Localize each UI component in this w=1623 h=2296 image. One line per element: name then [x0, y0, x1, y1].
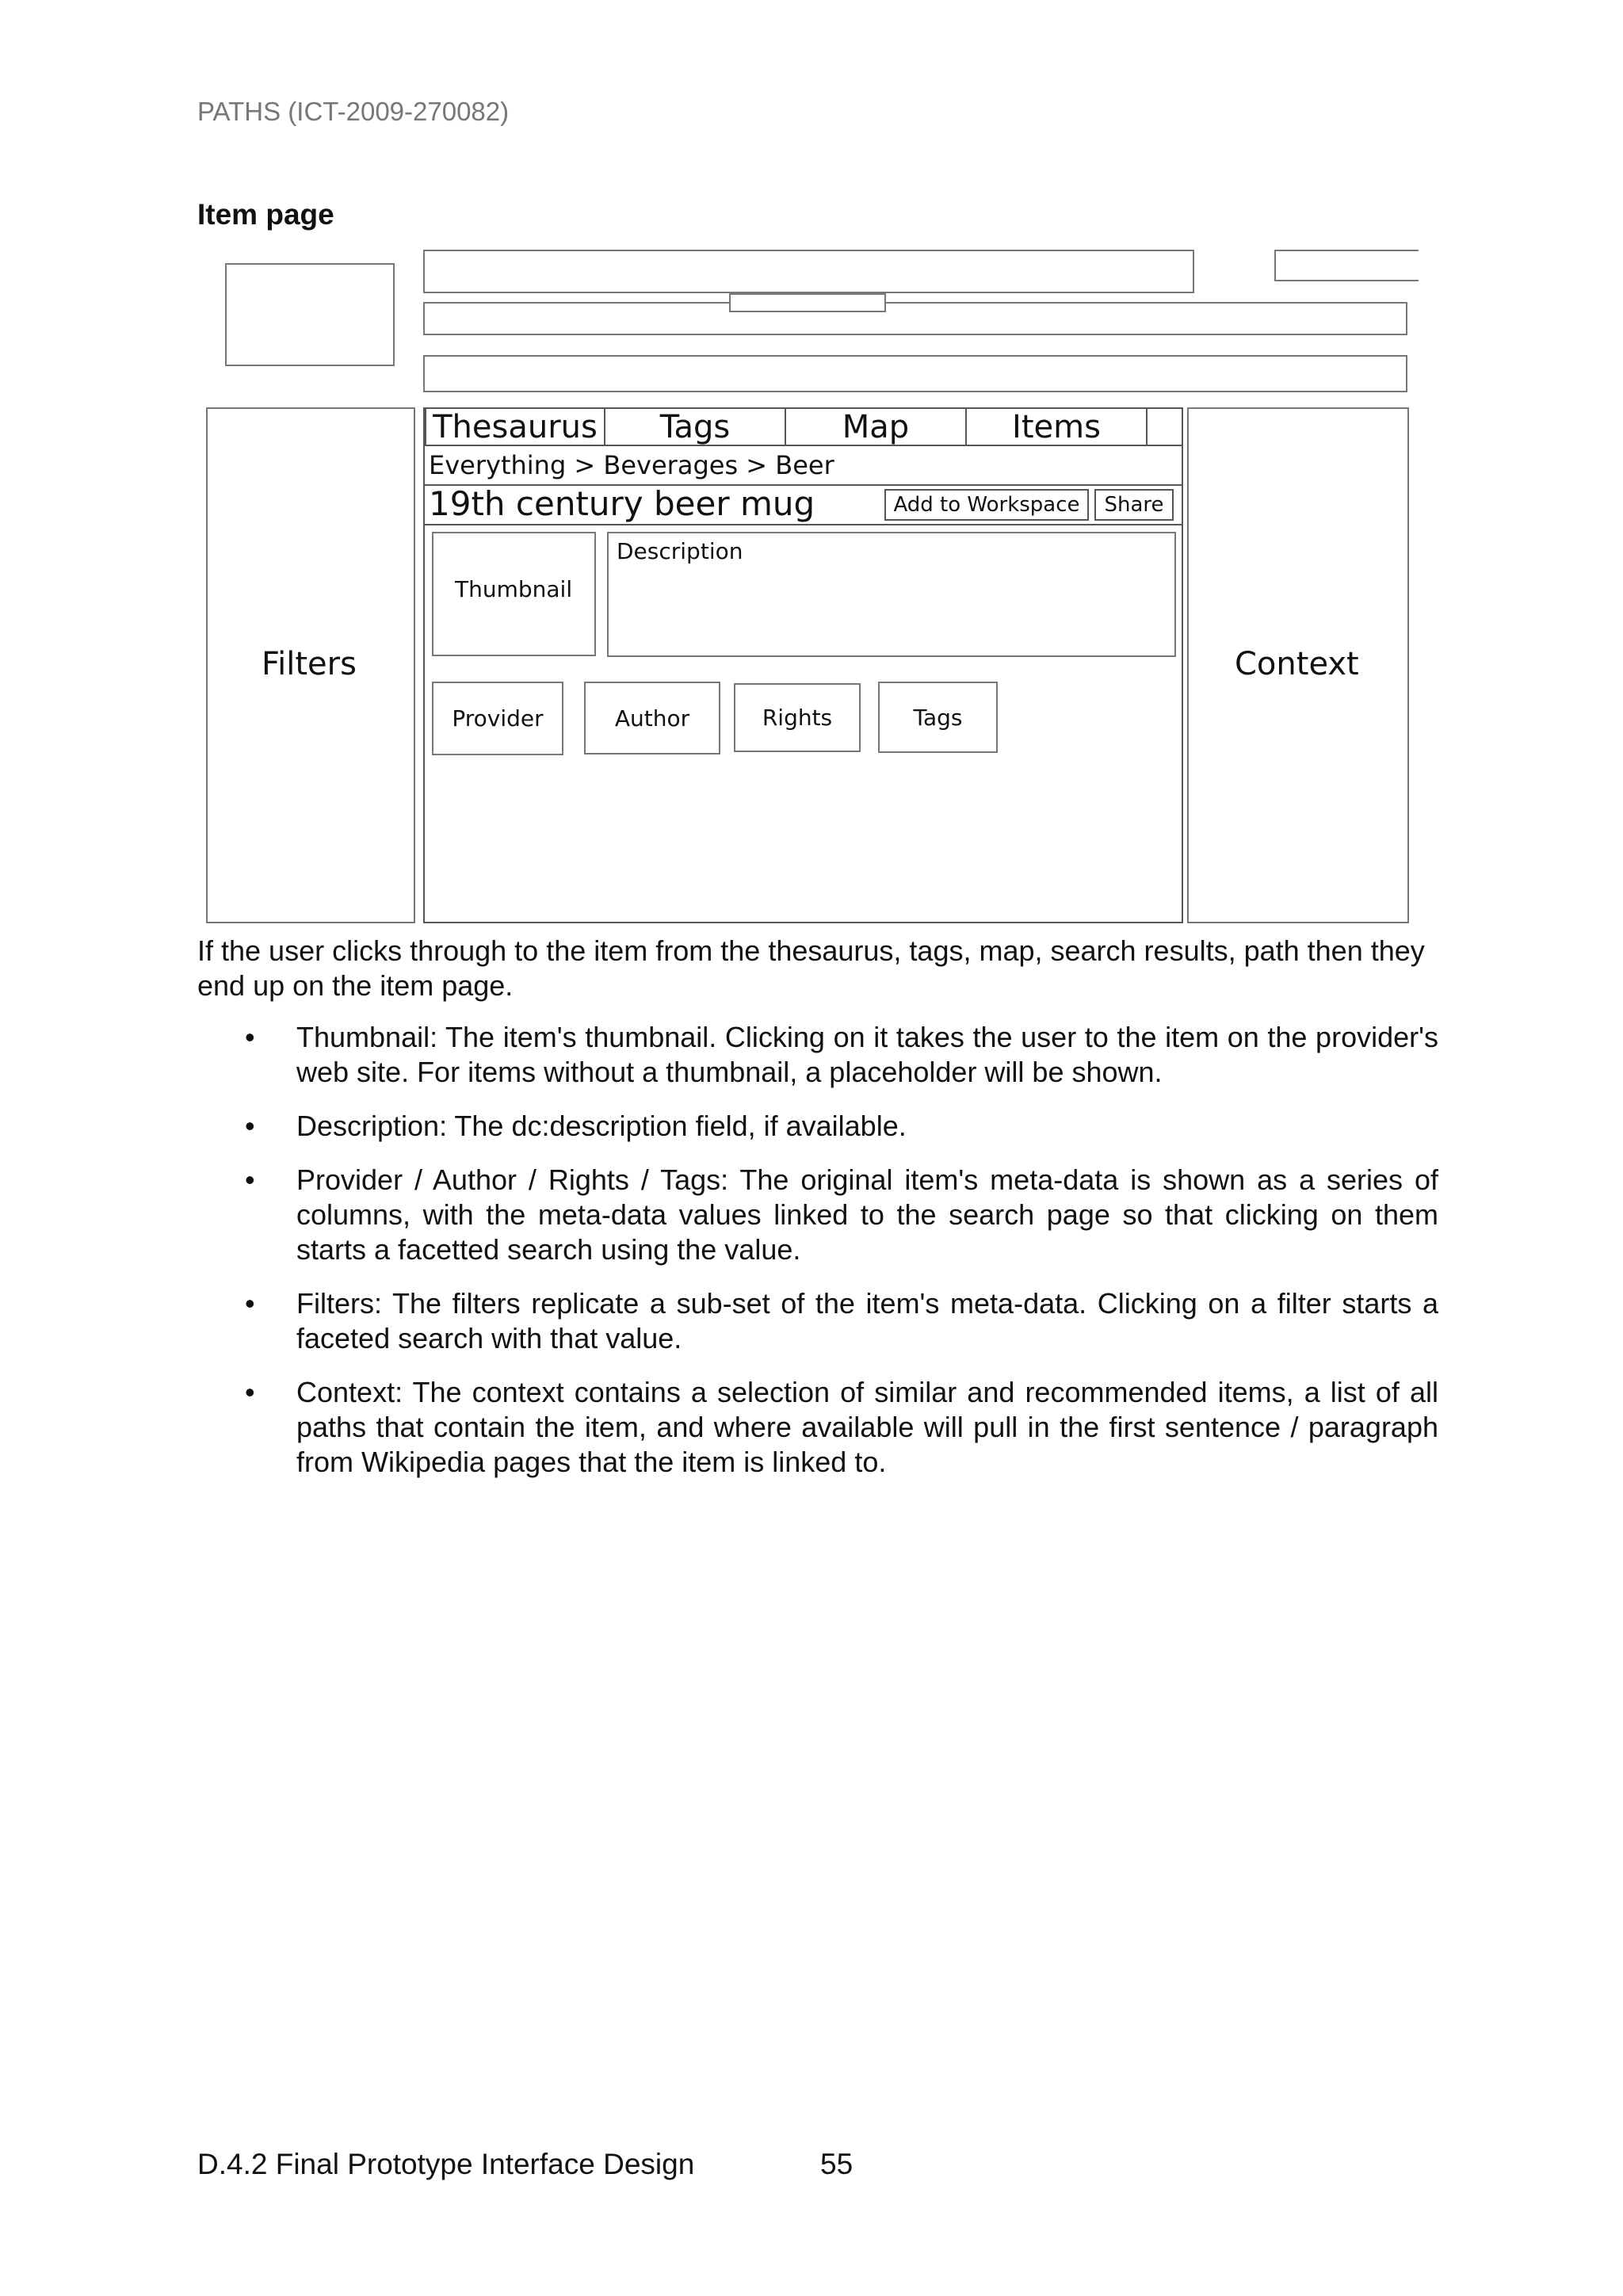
list-item [197, 1020, 1438, 1090]
breadcrumb: Everything > Beverages > Beer [429, 450, 834, 480]
tags-box: Tags [878, 682, 998, 753]
list-item-text: Context: The context contains a selection of similar and recommended items, a list of all paths that contain the item, and where available will pull in the first sentence / paragraph from Wikipedia pages that the item is linked to. [296, 1376, 1438, 1478]
section-title: Item page [197, 198, 334, 231]
nav-bar [423, 302, 1407, 335]
item-title: 19th century beer mug [429, 484, 815, 523]
list-item [197, 1109, 1438, 1144]
bullet-icon: • [245, 1376, 255, 1408]
list-item-text: Description: The dc:description field, if available. [296, 1110, 907, 1142]
bullet-icon: • [245, 1163, 255, 1196]
thumbnail-label: Thumbnail [455, 576, 573, 602]
rights-box: Rights [734, 683, 861, 752]
list-item [197, 1375, 1438, 1480]
bullet-icon: • [245, 1021, 255, 1053]
description-label: Description [617, 538, 743, 564]
search-bar [423, 250, 1194, 293]
tab-items: Items [965, 407, 1148, 446]
page-number: 55 [820, 2148, 854, 2180]
top-right-box [1274, 250, 1419, 281]
filters-label: Filters [262, 646, 357, 682]
list-item-text: Filters: The filters replicate a sub-set of the item's meta-data. Clicking on a filter starts a faceted search with that value. [296, 1287, 1438, 1354]
document-header: PATHS (ICT-2009-270082) [197, 97, 510, 126]
add-to-workspace-button: Add to Workspace [884, 489, 1089, 521]
list-item [197, 1163, 1438, 1267]
bullet-icon: • [245, 1110, 255, 1142]
description-list [197, 1020, 1438, 1499]
footer-title: D.4.2 Final Prototype Interface Design [197, 2148, 695, 2180]
list-item-text: Thumbnail: The item's thumbnail. Clicking on it takes the user to the item on the provider's web site. For items without a thumbnail, a placeholder will be shown. [296, 1021, 1438, 1088]
intro-paragraph: If the user clicks through to the item from the thesaurus, tags, map, search results, path then they end up on the item page. [197, 934, 1425, 1002]
bullet-icon: • [245, 1287, 255, 1320]
tab-thesaurus: Thesaurus [425, 407, 605, 446]
author-box: Author [584, 682, 720, 755]
list-item [197, 1286, 1438, 1356]
secondary-bar [423, 355, 1407, 392]
logo-box [225, 263, 395, 366]
tab-tags: Tags [604, 407, 786, 446]
context-label: Context [1235, 646, 1359, 682]
list-item-text: Provider / Author / Rights / Tags: The original item's meta-data is shown as a series of columns, with the meta-data values linked to the search page so that clicking on them starts a facetted search using the value. [296, 1163, 1438, 1266]
provider-box: Provider [432, 682, 563, 755]
share-button: Share [1094, 489, 1174, 521]
nav-bar-tab [729, 293, 886, 312]
tab-map: Map [785, 407, 967, 446]
